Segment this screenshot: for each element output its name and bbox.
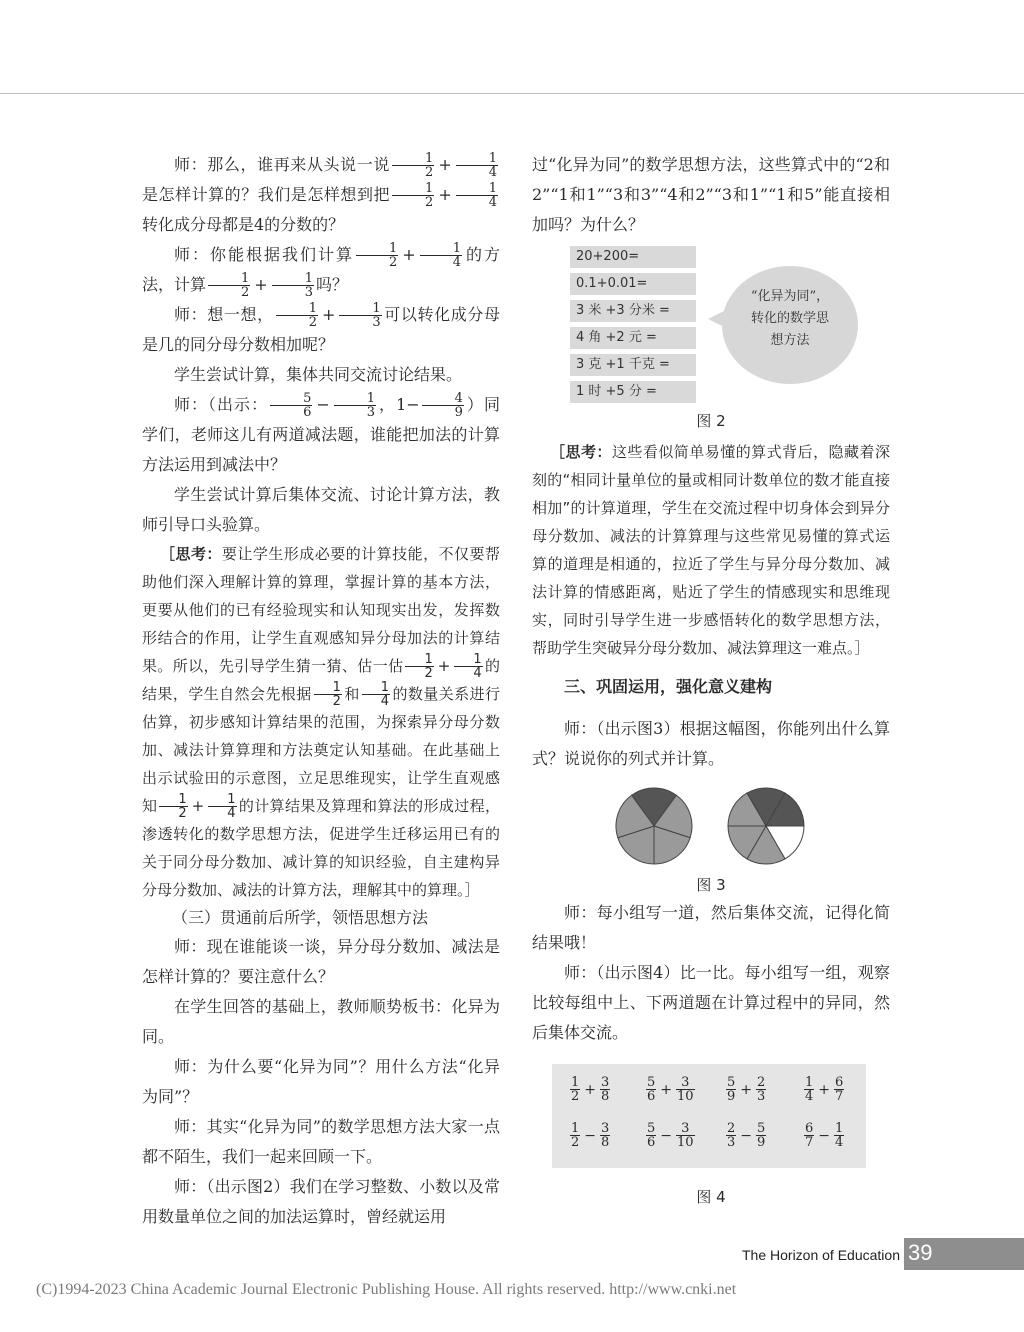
paragraph: 过“化异为同”的数学思想方法，这些算式中的“2和2”“1和1”“3和3”“4和2”“3和1”“1和5”能直接相加吗？为什么？ bbox=[532, 155, 890, 234]
paragraph: 在学生回答的基础上，教师顺势板书：化异为同。 bbox=[142, 997, 500, 1046]
page-number: 39 bbox=[908, 1240, 933, 1265]
header-rule bbox=[0, 93, 1024, 94]
paragraph: 师：你能根据我们计算 $\frac{1}{2}$ + $\frac{1}{4}$ 的方法，计算 $\frac{1}{2}$ + $\frac{1}{3}$ 吗？ bbox=[142, 241, 500, 300]
operator: + bbox=[818, 1081, 831, 1098]
left-column bbox=[142, 150, 500, 1232]
equation-box: 3 米 +3 分米 = bbox=[570, 300, 696, 322]
fraction: $\frac{3}{10}$ bbox=[677, 1121, 694, 1150]
fraction-expression bbox=[644, 1122, 697, 1149]
fraction: $\frac{1}{2}$ bbox=[571, 1121, 580, 1150]
fraction: $\frac{2}{3}$ bbox=[727, 1121, 736, 1150]
paragraph: 师：那么，谁再来从头说一说 $\frac{1}{2}$ + $\frac{1}{4}$ 是怎样计算的？我们是怎样想到把 $\frac{1}{2}$ + $\frac{1}{4}$ 转化成分母都是4的分数的？ bbox=[142, 151, 497, 234]
fraction: $\frac{6}{7}$ bbox=[835, 1075, 844, 1104]
operator: − bbox=[740, 1127, 753, 1144]
figure-caption: 图 2 bbox=[696, 412, 726, 430]
paragraph: 师：想一想， $\frac{1}{2}$ + $\frac{1}{3}$ 可以转化成分母是几的同分母分数相加呢？ bbox=[142, 301, 500, 354]
text: 转化成分母都是4的分数的？ bbox=[142, 215, 345, 234]
equation-box: 1 时 +5 分 = bbox=[570, 381, 696, 403]
fraction-expression bbox=[568, 1122, 612, 1149]
equation-box: 3 克 +1 千克 = bbox=[570, 354, 696, 376]
fraction: $\frac{3}{10}$ bbox=[677, 1075, 694, 1104]
fraction: $\frac{1}{4}$ bbox=[456, 152, 498, 179]
fraction-expression bbox=[802, 1076, 846, 1103]
paragraph: 师：其实“化异为同”的数学思想方法大家一点都不陌生，我们一起来回顾一下。 bbox=[142, 1117, 500, 1166]
fraction: $\frac{5}{6}$ bbox=[647, 1121, 656, 1150]
fraction: $\frac{1}{2}$ bbox=[392, 152, 434, 179]
fraction-expression bbox=[724, 1122, 768, 1149]
figure-caption: 图 4 bbox=[696, 1188, 726, 1206]
reflection-note: ［思考：这些看似简单易懂的算式背后，隐藏着深刻的“相同计量单位的量或相同计数单位的数才能直接相加”的计算道理，学生在交流过程中切身体会到异分母分数加、减法的计算算理与这些常见易懂的算式运算的道理是相通的，拉近了学生与异分母分数加、减法计算的情感距离，贴近了学生的情感现实和思维现实，同时引导学生进一步感悟转化的数学思想方法，帮助学生突破异分母分数加、减法算理这一难点。］ bbox=[532, 443, 890, 657]
fraction: $\frac{1}{2}$ bbox=[571, 1075, 580, 1104]
paragraph: 学生尝试计算，集体共同交流讨论结果。 bbox=[174, 365, 463, 384]
text: 师：那么，谁再来从头说一说 bbox=[174, 155, 391, 174]
speech-bubble-tail bbox=[708, 310, 726, 328]
operator: − bbox=[818, 1127, 831, 1144]
operator: + bbox=[660, 1081, 673, 1098]
equation-box: 20+200= bbox=[570, 246, 696, 268]
pie-charts bbox=[532, 782, 890, 870]
figure-caption: 图 3 bbox=[696, 876, 726, 894]
journal-name: The Horizon of Education bbox=[742, 1247, 900, 1263]
speech-bubble-text: “化异为同”， 转化的数学思 想方法 bbox=[750, 289, 830, 348]
pie-chart-sixths bbox=[728, 788, 804, 864]
paragraph: 师：（出示图3）根据这幅图，你能列出什么算式？说说你的列式并计算。 bbox=[532, 719, 890, 768]
operator: − bbox=[660, 1127, 673, 1144]
fraction: $\frac{1}{4}$ bbox=[805, 1075, 814, 1104]
fraction: $\frac{6}{7}$ bbox=[805, 1121, 814, 1150]
fraction: $\frac{5}{9}$ bbox=[757, 1121, 766, 1150]
paragraph: 师：（出示： $\frac{5}{6}$ − $\frac{1}{3}$ ，1− $\frac{4}{9}$ ）同学们，老师这儿有两道减法题，谁能把加法的计算方法运用到减法中？ bbox=[142, 391, 500, 474]
equation-box: 4 角 +2 元 = bbox=[570, 327, 696, 349]
text: 是怎样计算的？我们是怎样想到把 bbox=[142, 185, 391, 204]
fraction: $\frac{1}{4}$ bbox=[835, 1121, 844, 1150]
paragraph: 师：（出示图2）我们在学习整数、小数以及常用数量单位之间的加法运算时，曾经就运用 bbox=[142, 1177, 500, 1226]
reflection-note: ［思考：要让学生形成必要的计算技能，不仅要帮助他们深入理解计算的算理，掌握计算的基本方法，更要从他们的已有经验现实和认知现实出发，发挥数形结合的作用，让学生直观感知异分母加法的计算结果。所以，先引导学生猜一猜、估一估 $\frac{1}{2}$ + $\frac{1}{4}$ 的结果，学生自然会先根据 $\frac{1}{2}$ 和 $\frac{1}{4}$ 的数量关系进行估算，初步感知计算结果的范围，为探索异分母分数加、减法计算算理和方法奠定认知基础。在此基础上出示试验田的示意图，立足思维现实，让学生直观感知 $\frac{1}{2}$ + $\frac{1}{4}$ 的计算结果及算理和算法的形成过程，渗透转化的数学思想方法，促进学生迁移运用已有的关于同分母分数加、减计算的知识经验，自主建构异分母分数加、减法的计算方法，理解其中的算理。］ bbox=[142, 545, 500, 899]
figure-2 bbox=[532, 246, 890, 399]
paragraph: 学生尝试计算后集体交流、讨论计算方法，教师引导口头验算。 bbox=[142, 485, 500, 534]
equation-box: 0.1+0.01= bbox=[570, 273, 696, 295]
figure-3 bbox=[532, 782, 890, 870]
copyright-line: (C)1994-2023 China Academic Journal Electronic Publishing House. All rights reserved. http://www.cnki.net bbox=[36, 1281, 737, 1298]
paragraph: 师：每小组写一道，然后集体交流，记得化简结果哦！ bbox=[532, 903, 890, 952]
operator: − bbox=[584, 1127, 597, 1144]
paragraph: 师：（出示图4）比一比。每小组写一组，观察比较每组中上、下两道题在计算过程中的异同，然后集体交流。 bbox=[532, 963, 890, 1042]
fraction: $\frac{1}{2}$ bbox=[392, 182, 434, 209]
fraction: $\frac{5}{6}$ bbox=[647, 1075, 656, 1104]
fraction: $\frac{3}{8}$ bbox=[601, 1121, 610, 1150]
paragraph: 师：为什么要“化异为同”？用什么方法“化异为同”？ bbox=[142, 1057, 500, 1106]
subsection-title: （三）贯通前后所学，领悟思想方法 bbox=[172, 908, 429, 927]
operator: + bbox=[584, 1081, 597, 1098]
section-heading: 三、巩固运用，强化意义建构 bbox=[564, 677, 773, 696]
right-column bbox=[532, 150, 890, 1210]
fraction: $\frac{5}{9}$ bbox=[727, 1075, 736, 1104]
fraction: $\frac{3}{8}$ bbox=[601, 1075, 610, 1104]
fraction-expression bbox=[724, 1076, 768, 1103]
fraction: $\frac{1}{4}$ bbox=[456, 182, 498, 209]
figure-4 bbox=[552, 1064, 866, 1168]
fraction-expression bbox=[644, 1076, 697, 1103]
fraction-expression bbox=[802, 1122, 846, 1149]
pie-chart-fifths bbox=[616, 788, 692, 864]
fraction-expression bbox=[568, 1076, 612, 1103]
paragraph: 师：现在谁能谈一谈，异分母分数加、减法是怎样计算的？要注意什么？ bbox=[142, 937, 500, 986]
fraction: $\frac{2}{3}$ bbox=[757, 1075, 766, 1104]
operator: + bbox=[740, 1081, 753, 1098]
